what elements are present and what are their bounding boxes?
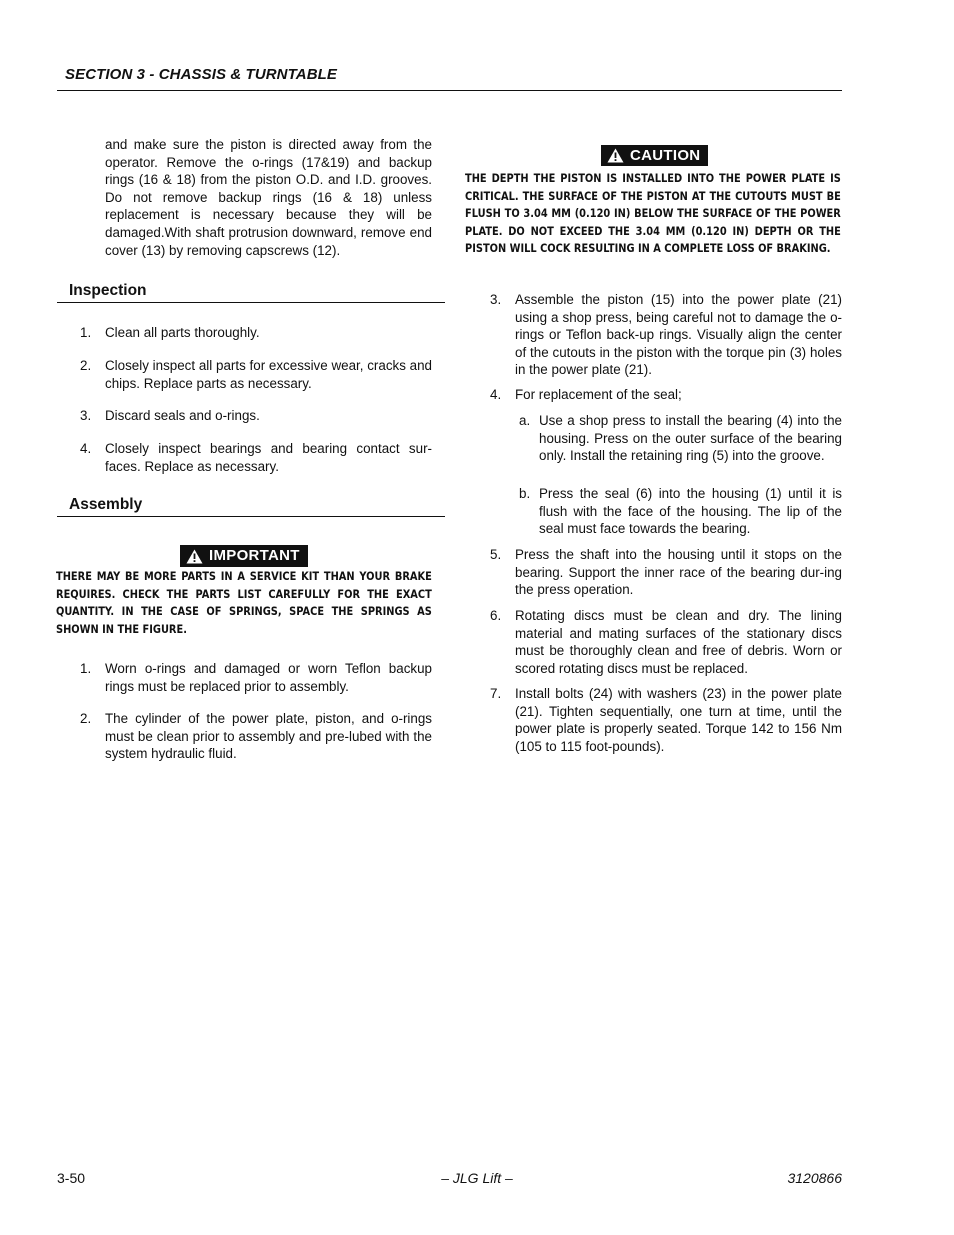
warning-triangle-icon	[607, 148, 624, 163]
item-text: Rotating discs must be clean and dry. The lining material and mating surfaces of the stationary discs must be thoroughly clean and free of debris. Worn or scored rotating discs must be replaced.	[515, 608, 842, 676]
caution-text: THE DEPTH THE PISTON IS INSTALLED INTO THE POWER PLATE IS CRITICAL. THE SURFACE OF THE PISTON AT THE CUTOUTS MUST BE FLUSH TO 3.04 MM (0.120 IN) BELOW THE SURFACE OF THE POWER PLATE. DO NOT EXCEED THE 3.04 MM (0.120 IN) DEPTH OR THE PISTON WILL COCK RESULTING IN A COMPLETE LOSS OF BRAKING.	[465, 172, 841, 256]
item-number: b.	[519, 486, 531, 501]
item-text: The cylinder of the power plate, piston, and o-rings must be clean prior to assembly and pre-lubed with the system hydraulic fluid.	[105, 711, 432, 762]
item-number: 4.	[490, 387, 502, 402]
inspection-heading: Inspection	[57, 282, 445, 303]
footer-center: – JLG Lift –	[441, 1170, 513, 1186]
item-text: Clean all parts thoroughly.	[105, 325, 260, 340]
warning-triangle-icon	[186, 549, 203, 564]
doc-number: 3120866	[787, 1170, 842, 1186]
item-number: a.	[519, 413, 531, 428]
item-text: Assemble the piston (15) into the power plate (21) using a shop press, being careful not to damage the o-rings or Teflon back-up rings. Visually align the center of the cutouts in the piston with the torque pin (3) holes in the power plate (21).	[515, 292, 842, 378]
item-number: 1.	[80, 661, 92, 676]
item-number: 4.	[80, 441, 92, 456]
item-text: Closely inspect bearings and bearing contact sur-faces. Replace as necessary.	[105, 441, 432, 474]
item-number: 6.	[490, 608, 502, 623]
item-number: 2.	[80, 358, 92, 373]
section-title: SECTION 3 - CHASSIS & TURNTABLE	[65, 66, 338, 83]
caution-label: CAUTION	[630, 147, 701, 164]
important-label: IMPORTANT	[209, 547, 300, 564]
item-number: 1.	[80, 325, 92, 340]
item-text: Press the shaft into the housing until it stops on the bearing. Support the inner race of the bearing dur-ing the press operation.	[515, 547, 842, 598]
item-number: 5.	[490, 547, 502, 562]
important-badge	[180, 545, 308, 567]
caution-badge	[601, 145, 708, 166]
item-text: Press the seal (6) into the housing (1) until it is flush with the face of the housing. The lip of the seal must face towards the bearing.	[539, 486, 842, 537]
item-text: Discard seals and o-rings.	[105, 408, 260, 423]
item-text: Use a shop press to install the bearing (4) into the housing. Press on the outer surface of the bearing only. Install the retaining ring (5) into the groove.	[539, 413, 842, 464]
intro-paragraph: and make sure the piston is directed away from the operator. Remove the o-rings (17&19) and backup rings (16 & 18) from the piston O.D. and I.D. grooves. Do not remove backup rings (16 & 18) unless replacement is necessary because they will be damaged.With shaft protrusion downward, remove end cover (13) by removing capscrews (12).	[105, 137, 432, 258]
item-text: For replacement of the seal;	[515, 387, 682, 402]
page-number: 3-50	[57, 1170, 86, 1186]
item-number: 2.	[80, 711, 92, 726]
item-number: 3.	[80, 408, 92, 423]
item-text: Install bolts (24) with washers (23) in the power plate (21). Tighten sequentially, one turn at time, until the power plate is properly seated. Torque 142 to 156 Nm (105 to 115 foot-pounds).	[515, 686, 842, 754]
important-text: THERE MAY BE MORE PARTS IN A SERVICE KIT THAN YOUR BRAKE REQUIRES. CHECK THE PARTS LIST CAREFULLY FOR THE EXACT QUANTITY. IN THE CASE OF SPRINGS, SPACE THE SPRINGS AS SHOWN IN THE FIGURE.	[56, 570, 432, 636]
item-number: 3.	[490, 292, 502, 307]
item-text: Closely inspect all parts for excessive wear, cracks and chips. Replace parts as necessary.	[105, 358, 432, 391]
item-text: Worn o-rings and damaged or worn Teflon backup rings must be replaced prior to assembly.	[105, 661, 432, 694]
header-rule	[57, 90, 842, 91]
item-number: 7.	[490, 686, 502, 701]
assembly-heading: Assembly	[57, 496, 445, 517]
